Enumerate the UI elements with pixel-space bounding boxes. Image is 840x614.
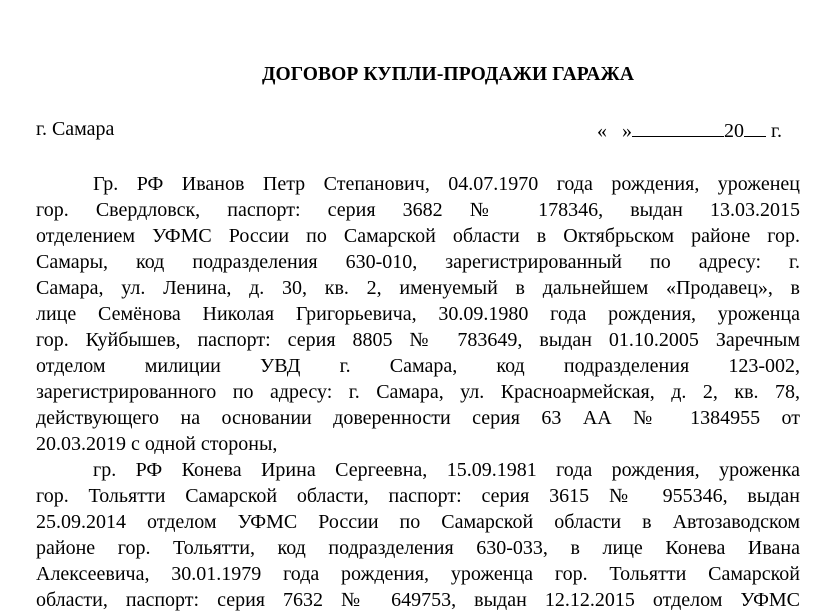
document-title: ДОГОВОР КУПЛИ-ПРОДАЖИ ГАРАЖА bbox=[261, 64, 635, 85]
text-line: гр. РФ Конева Ирина Сергеевна, 15.09.1981 года рождения, уроженка bbox=[93, 459, 800, 481]
text-line: гор. Куйбышев, паспорт: серия 8805 № 783649, выдан 01.10.2005 Заречным bbox=[36, 329, 800, 351]
contract-city: г. Самара bbox=[36, 118, 115, 140]
paragraph-seller bbox=[36, 171, 800, 457]
date-suffix: г. bbox=[771, 120, 782, 142]
text-line: зарегистрированного по адресу: г. Самара, ул. Красноармейская, д. 2, кв. 78, bbox=[36, 381, 800, 403]
text-line: гор. Свердловск, паспорт: серия 3682 № 178346, выдан 13.03.2015 bbox=[36, 199, 800, 221]
document-body bbox=[36, 171, 800, 613]
contract-date bbox=[597, 118, 782, 143]
text-line: Гр. РФ Иванов Петр Степанович, 04.07.1970 года рождения, уроженец bbox=[93, 173, 800, 195]
date-day-field: « » bbox=[597, 120, 632, 142]
text-line: Самары, код подразделения 630-010, зарегистрированный по адресу: г. bbox=[36, 251, 800, 273]
paragraph-buyer bbox=[36, 457, 800, 613]
text-line: районе гор. Тольятти, код подразделения 630-033, в лице Конева Ивана bbox=[36, 537, 800, 559]
text-line: Самара, ул. Ленина, д. 30, кв. 2, именуемый в дальнейшем «Продавец», в bbox=[36, 277, 800, 299]
text-line: отделом милиции УВД г. Самара, код подразделения 123-002, bbox=[36, 355, 800, 377]
text-line: Алексеевича, 30.01.1979 года рождения, уроженца гор. Тольятти Самарской bbox=[36, 563, 800, 585]
text-line: гор. Тольятти Самарской области, паспорт: серия 3615 № 955346, выдан bbox=[36, 485, 800, 507]
text-line: лице Семёнова Николая Григорьевича, 30.09.1980 года рождения, уроженца bbox=[36, 303, 800, 325]
text-line: отделением УФМС России по Самарской области в Октябрьском районе гор. bbox=[36, 225, 800, 247]
date-month-blank bbox=[632, 118, 724, 137]
date-year-blank bbox=[744, 118, 766, 137]
text-line: области, паспорт: серия 7632 № 649753, выдан 12.12.2015 отделом УФМС bbox=[36, 589, 800, 611]
date-year-prefix: 20 bbox=[724, 120, 744, 142]
text-line: действующего на основании доверенности серия 63 АА № 1384955 от bbox=[36, 407, 800, 429]
text-line: 25.09.2014 отделом УФМС России по Самарской области в Автозаводском bbox=[36, 511, 800, 533]
text-line: 20.03.2019 с одной стороны, bbox=[36, 433, 278, 455]
